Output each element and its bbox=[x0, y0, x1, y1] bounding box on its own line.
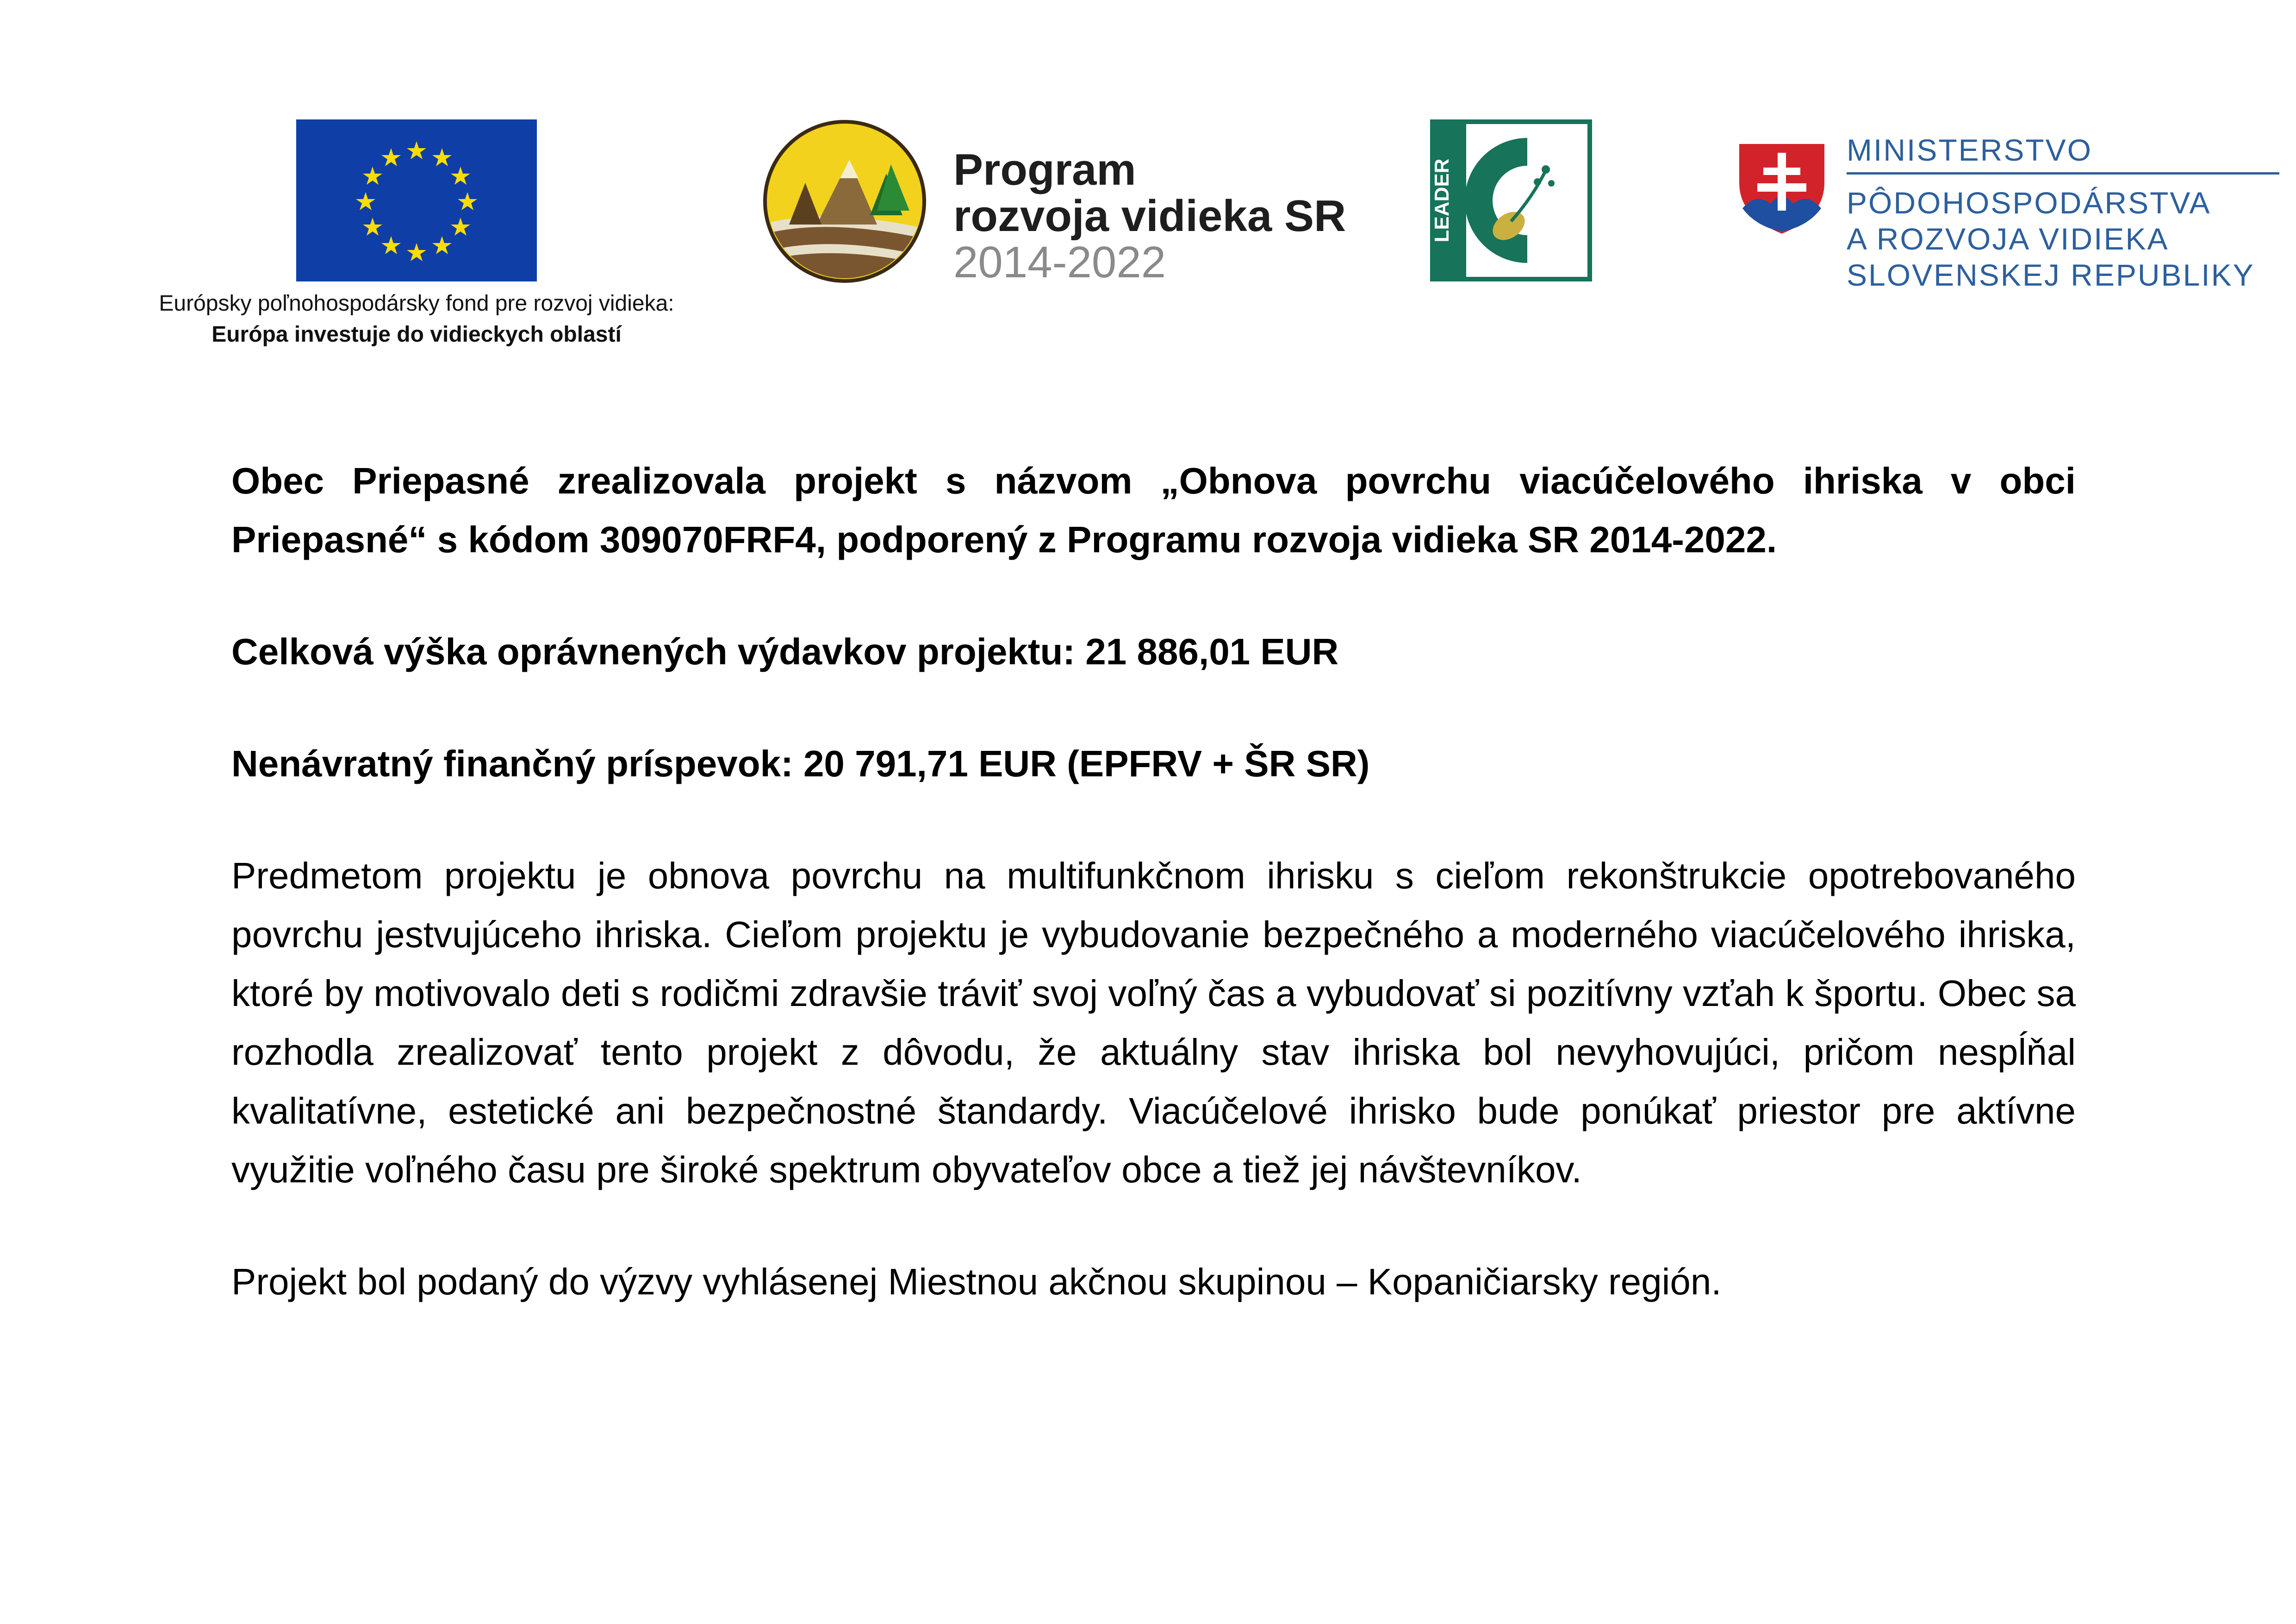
eu-caption-fund: Európsky poľnohospodársky fond pre rozvoj vidieka: bbox=[159, 291, 674, 316]
ministry-line1: MINISTERSTVO bbox=[1847, 133, 2093, 167]
logo-strip bbox=[0, 0, 2296, 417]
prv-title-line1: Program bbox=[953, 145, 1136, 194]
project-information bbox=[231, 451, 2076, 1311]
slovak-coat-of-arms-icon bbox=[1733, 139, 1830, 238]
project-description: Predmetom projektu je obnova povrchu na multifunkčnom ihrisku s cieľom rekonštrukcie opotrebovaného povrchu jestvujúceho ihriska. Cieľom projektu je vybudovanie bezpečného a moderného viacúčelového ihriska, ktoré by motivovalo deti s rodičmi zdravšie tráviť svoj voľný čas a vybudovať si pozitívny vzťah k športu. Obec sa rozhodla zrealizovať tento projekt z dôvodu, že aktuálny stav ihriska bol nevyhovujúci, pričom nespĺňal kvalitatívne, estetické ani bezpečnostné štandardy. Viacúčelové ihrisko bude ponúkať priestor pre aktívne využitie voľného času pre široké spektrum obyvateľov obce a tiež jej návštevníkov. bbox=[231, 855, 2076, 1190]
leader-logo bbox=[1430, 119, 1592, 281]
ministry-divider bbox=[1847, 172, 2279, 175]
prv-emblem-logo bbox=[761, 118, 928, 285]
eu-stars-icon bbox=[296, 119, 537, 281]
prv-period: 2014-2022 bbox=[953, 237, 1166, 287]
eu-flag-logo bbox=[296, 119, 537, 281]
ministry-line3: A ROZVOJA VIDIEKA bbox=[1847, 222, 2169, 256]
eligible-costs: Celková výška oprávnených výdavkov projektu: 21 886,01 EUR bbox=[231, 631, 1339, 672]
leader-emblem-icon bbox=[1430, 119, 1592, 281]
svg-text:LEADER: LEADER bbox=[1431, 158, 1453, 243]
eu-caption-motto: Európa investuje do vidieckych oblastí bbox=[212, 322, 622, 347]
project-submission: Projekt bol podaný do výzvy vyhlásenej Miestnou akčnou skupinou – Kopaničiarsky región. bbox=[231, 1261, 1722, 1302]
project-intro: Obec Priepasné zrealizovala projekt s názvom „Obnova povrchu viacúčelového ihriska v obci Priepasné“ s kódom 309070FRF4, podporený z Programu rozvoja vidieka SR 2014-2022. bbox=[231, 460, 2076, 560]
ministry-line4: SLOVENSKEJ REPUBLIKY bbox=[1847, 258, 2255, 292]
landscape-icon bbox=[761, 118, 928, 285]
prv-title-line2: rozvoja vidieka SR bbox=[953, 191, 1346, 241]
ministry-line2: PÔDOHOSPODÁRSTVA bbox=[1847, 186, 2211, 220]
grant-amount: Nenávratný finančný príspevok: 20 791,71 EUR (EPFRV + ŠR SR) bbox=[231, 743, 1370, 784]
